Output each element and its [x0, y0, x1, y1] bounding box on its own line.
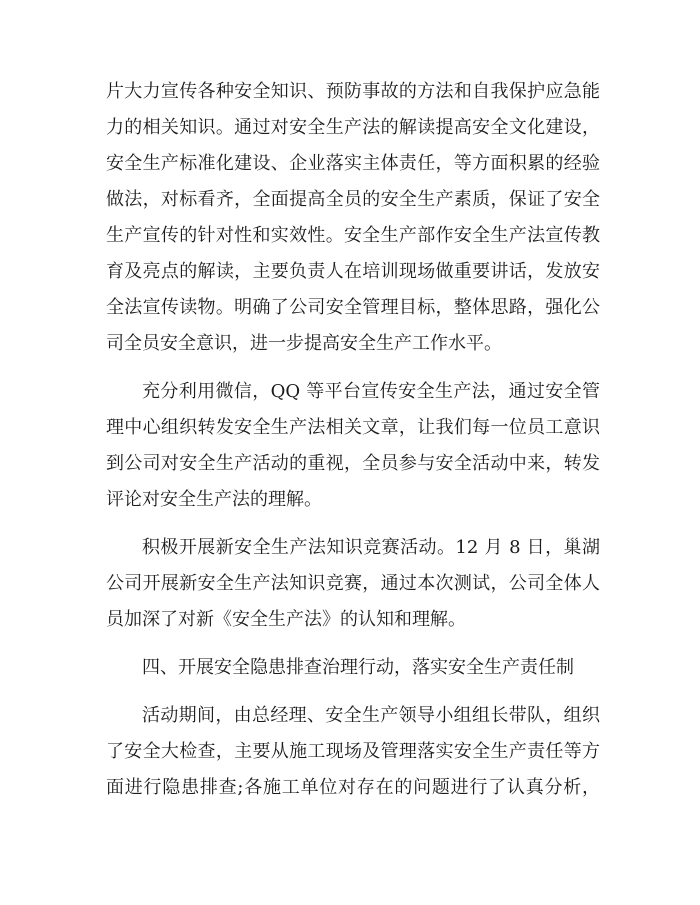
text-line: 活动期间，由总经理、安全生产领导小组组长带队，组织	[142, 705, 600, 726]
text-line: 力的相关知识。通过对安全生产法的解读提高安全文化建设，	[106, 117, 600, 138]
text-line: 公司开展新安全生产法知识竞赛，通过本次测试，公司全体人	[106, 573, 600, 594]
text-line: 积极开展新安全生产法知识竞赛活动。12 月 8 日，巢湖	[142, 537, 600, 558]
text-line: 面进行隐患排查;各施工单位对存在的问题进行了认真分析，	[106, 777, 600, 798]
text-line: 片大力宣传各种安全知识、预防事故的方法和自我保护应急能	[106, 81, 600, 102]
text-line: 全法宣传读物。明确了公司安全管理目标，整体思路，强化公	[106, 297, 600, 318]
document-body	[106, 74, 600, 806]
text-line: 评论对安全生产法的理解。	[106, 489, 322, 510]
text-line: 司全员安全意识，进一步提高安全生产工作水平。	[106, 333, 502, 354]
section-heading	[106, 650, 600, 686]
text-line: 员加深了对新《安全生产法》的认知和理解。	[106, 609, 466, 630]
text-line: 育及亮点的解读，主要负责人在培训现场做重要讲话，发放安	[106, 261, 600, 282]
paragraph-spacer	[106, 362, 600, 374]
text-line: 做法，对标看齐，全面提高全员的安全生产素质，保证了安全	[106, 189, 600, 210]
text-line: 安全生产标准化建设、企业落实主体责任，等方面积累的经验	[106, 153, 600, 174]
text-line: 理中心组织转发安全生产法相关文章，让我们每一位员工意识	[106, 417, 600, 438]
paragraph-spacer	[106, 518, 600, 530]
text-line: 到公司对安全生产活动的重视，全员参与安全活动中来，转发	[106, 453, 600, 474]
paragraph-knowledge-contest	[106, 530, 600, 638]
paragraph-spacer	[106, 686, 600, 698]
paragraph-hazard-inspection	[106, 698, 600, 806]
text-line: 生产宣传的针对性和实效性。安全生产部作安全生产法宣传教	[106, 225, 600, 246]
text-line: 充分利用微信，QQ 等平台宣传安全生产法，通过安全管	[142, 381, 600, 402]
text-line: 了安全大检查，主要从施工现场及管理落实安全生产责任等方	[106, 741, 600, 762]
paragraph-wechat-qq	[106, 374, 600, 518]
paragraph-safety-publicity	[106, 74, 600, 362]
paragraph-spacer	[106, 638, 600, 650]
heading-text: 四、开展安全隐患排查治理行动，落实安全生产责任制	[142, 657, 574, 678]
